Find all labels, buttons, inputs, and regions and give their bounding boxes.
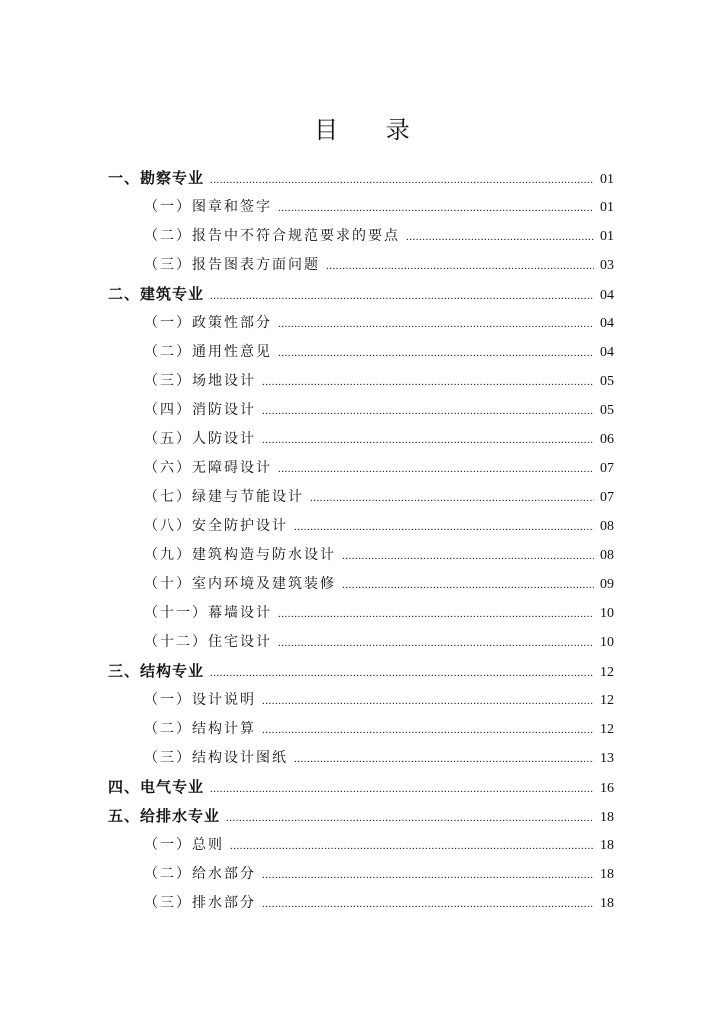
toc-entry-label: （三）结构设计图纸: [144, 750, 288, 766]
toc-section-entry[interactable]: [108, 164, 614, 193]
toc-dot-leader: [278, 194, 594, 223]
toc-page-number: 18: [600, 867, 614, 882]
toc-entry-label: （五）人防设计: [144, 431, 256, 447]
toc-dot-leader: [262, 397, 594, 426]
toc-dot-leader: [342, 542, 594, 571]
toc-page-number: 04: [600, 345, 614, 360]
toc-subsection-entry[interactable]: [108, 541, 614, 570]
toc-subsection-entry[interactable]: [108, 338, 614, 367]
toc-dot-leader: [262, 368, 594, 397]
toc-section-entry[interactable]: [108, 802, 614, 831]
toc-subsection-entry[interactable]: [108, 309, 614, 338]
toc-entry-label: 一、勘察专业: [108, 169, 205, 187]
toc-dot-leader: [326, 252, 594, 281]
toc-page-number: 12: [600, 665, 614, 680]
toc-page-number: 18: [600, 810, 614, 825]
toc-dot-leader: [278, 455, 594, 484]
toc-subsection-entry[interactable]: [108, 425, 614, 454]
toc-section-entry[interactable]: [108, 657, 614, 686]
toc-dot-leader: [262, 687, 594, 716]
toc-page-number: 10: [600, 606, 614, 621]
toc-page-number: 16: [600, 781, 614, 796]
toc-entry-label: （一）政策性部分: [144, 315, 272, 331]
toc-entry-label: （八）安全防护设计: [144, 518, 288, 534]
toc-dot-leader: [230, 832, 594, 861]
toc-entry-label: （一）设计说明: [144, 692, 256, 708]
toc-dot-leader: [278, 629, 594, 658]
toc-page-number: 18: [600, 838, 614, 853]
toc-dot-leader: [310, 484, 594, 513]
toc-page-number: 05: [600, 403, 614, 418]
table-of-contents: [108, 164, 614, 918]
toc-entry-label: （九）建筑构造与防水设计: [144, 547, 336, 563]
toc-dot-leader: [294, 513, 594, 542]
toc-page-number: 10: [600, 635, 614, 650]
toc-dot-leader: [294, 745, 594, 774]
toc-subsection-entry[interactable]: [108, 744, 614, 773]
toc-section-entry[interactable]: [108, 280, 614, 309]
toc-subsection-entry[interactable]: [108, 367, 614, 396]
toc-dot-leader: [278, 600, 594, 629]
toc-dot-leader: [262, 890, 594, 919]
toc-entry-label: （三）报告图表方面问题: [144, 257, 320, 273]
toc-subsection-entry[interactable]: [108, 454, 614, 483]
toc-subsection-entry[interactable]: [108, 222, 614, 251]
toc-dot-leader: [262, 426, 594, 455]
toc-entry-label: （四）消防设计: [144, 402, 256, 418]
toc-page-number: 01: [600, 229, 614, 244]
toc-section-entry[interactable]: [108, 773, 614, 802]
toc-entry-label: （二）报告中不符合规范要求的要点: [144, 228, 400, 244]
toc-dot-leader: [210, 166, 594, 195]
toc-page-number: 12: [600, 693, 614, 708]
toc-subsection-entry[interactable]: [108, 396, 614, 425]
toc-page-number: 07: [600, 461, 614, 476]
toc-page-number: 12: [600, 722, 614, 737]
toc-entry-label: （十一）幕墙设计: [144, 605, 272, 621]
toc-subsection-entry[interactable]: [108, 831, 614, 860]
toc-dot-leader: [210, 659, 594, 688]
toc-page-number: 07: [600, 490, 614, 505]
toc-entry-label: （二）结构计算: [144, 721, 256, 737]
toc-dot-leader: [210, 282, 594, 311]
toc-entry-label: （一）总则: [144, 837, 224, 853]
toc-subsection-entry[interactable]: [108, 512, 614, 541]
toc-dot-leader: [226, 804, 594, 833]
toc-entry-label: 四、电气专业: [108, 778, 205, 796]
toc-entry-label: 五、给排水专业: [108, 807, 221, 825]
toc-page-number: 08: [600, 519, 614, 534]
toc-page-number: 08: [600, 548, 614, 563]
toc-dot-leader: [278, 310, 594, 339]
toc-entry-label: （七）绿建与节能设计: [144, 489, 304, 505]
toc-entry-label: 三、结构专业: [108, 662, 205, 680]
toc-subsection-entry[interactable]: [108, 686, 614, 715]
toc-entry-label: （三）场地设计: [144, 373, 256, 389]
toc-dot-leader: [342, 571, 594, 600]
toc-subsection-entry[interactable]: [108, 193, 614, 222]
toc-entry-label: （十二）住宅设计: [144, 634, 272, 650]
toc-subsection-entry[interactable]: [108, 599, 614, 628]
toc-subsection-entry[interactable]: [108, 715, 614, 744]
toc-page-number: 09: [600, 577, 614, 592]
toc-dot-leader: [406, 223, 594, 252]
toc-dot-leader: [262, 716, 594, 745]
toc-entry-label: （十）室内环境及建筑装修: [144, 576, 336, 592]
toc-entry-label: （三）排水部分: [144, 895, 256, 911]
toc-page-number: 04: [600, 288, 614, 303]
toc-page-number: 03: [600, 258, 614, 273]
toc-subsection-entry[interactable]: [108, 628, 614, 657]
toc-entry-label: 二、建筑专业: [108, 285, 205, 303]
toc-page-number: 01: [600, 172, 614, 187]
page-title: 目 录: [314, 116, 430, 144]
toc-entry-label: （六）无障碍设计: [144, 460, 272, 476]
toc-subsection-entry[interactable]: [108, 483, 614, 512]
toc-page-number: 13: [600, 751, 614, 766]
toc-entry-label: （一）图章和签字: [144, 199, 272, 215]
toc-page-number: 01: [600, 200, 614, 215]
toc-page-number: 18: [600, 896, 614, 911]
toc-subsection-entry[interactable]: [108, 889, 614, 918]
toc-subsection-entry[interactable]: [108, 570, 614, 599]
toc-entry-label: （二）通用性意见: [144, 344, 272, 360]
toc-page-number: 06: [600, 432, 614, 447]
toc-entry-label: （二）给水部分: [144, 866, 256, 882]
toc-dot-leader: [278, 339, 594, 368]
toc-subsection-entry[interactable]: [108, 860, 614, 889]
toc-dot-leader: [262, 861, 594, 890]
toc-subsection-entry[interactable]: [108, 251, 614, 280]
toc-page-number: 04: [600, 316, 614, 331]
toc-dot-leader: [210, 775, 594, 804]
toc-page-number: 05: [600, 374, 614, 389]
